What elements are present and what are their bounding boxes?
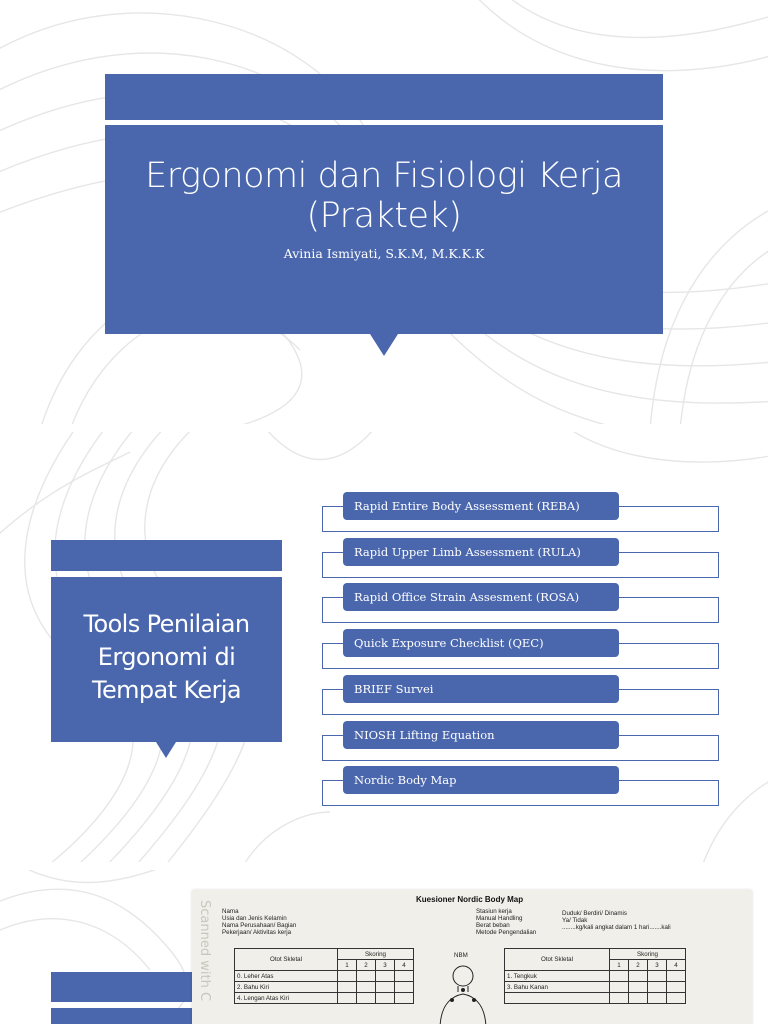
body-part: 4. Lengan Atas Kiri [235,993,338,1004]
questionnaire-heading: Kuesioner Nordic Body Map [416,895,524,904]
tool-item-label: Rapid Office Strain Assesment (ROSA) [343,583,619,611]
tool-item-reba [322,492,719,532]
score-header: 3 [376,960,395,971]
tool-item-label: Quick Exposure Checklist (QEC) [343,629,619,657]
table-row [235,971,414,982]
body-part [505,993,610,1004]
body-part: 0. Leher Atas [235,971,338,982]
title-box-pointer [156,742,176,758]
tool-item-niosh [322,721,719,761]
body-figure-illustration [432,960,494,1024]
title-line-3: Tempat Kerja [91,676,242,704]
tool-item-label: Rapid Upper Limb Assessment (RULA) [343,538,619,566]
slide-title [105,156,663,236]
score-header: 3 [648,960,667,971]
nbm-column-header: NBM [454,952,468,959]
tool-item-label: Nordic Body Map [343,766,619,794]
field-label: Manual Handling [476,915,523,922]
score-header: 1 [610,960,629,971]
tools-slide [0,432,768,862]
title-line-2: (Praktek) [306,196,462,236]
field-value: Duduk/ Berdiri/ Dinamis [562,910,627,917]
header-accent-bar [51,972,211,1002]
section-title [51,608,282,707]
body-part: 2. Bahu Kiri [235,982,338,993]
title-slide [0,0,768,424]
title-box-pointer [370,334,398,356]
title-line-2: Ergonomi di [97,643,236,671]
tool-item-brief [322,675,719,715]
field-label: Nama [222,908,239,915]
field-label: Stasiun kerja [476,908,512,915]
field-value: ........kg/kali angkat dalam 1 hari.......kali [562,924,671,931]
score-header: 2 [357,960,376,971]
body-part: 1. Tengkuk [505,971,610,982]
tool-item-label: BRIEF Survei [343,675,619,703]
col-header: Otot Skletal [235,949,338,971]
header-accent-bar [105,74,663,120]
col-header: Skoring [338,949,414,960]
field-label: Nama Perusahaan/ Bagian [222,922,297,929]
score-header: 4 [667,960,686,971]
title-line-1: Tools Penilaian [83,610,250,638]
table-row [505,993,686,1004]
tool-item-label: NIOSH Lifting Equation [343,721,619,749]
header-accent-bar [51,540,282,571]
table-row [235,982,414,993]
field-value: Ya/ Tidak [562,917,588,924]
nbm-questionnaire-scan [192,890,752,1024]
tool-item-rosa [322,583,719,623]
section-title-box [51,1008,211,1024]
author-subtitle: Avinia Ismiyati, S.K.M, M.K.K.K [283,246,485,261]
tool-item-rula [322,538,719,578]
tool-item-qec [322,629,719,669]
tool-item-label: Rapid Entire Body Assessment (REBA) [343,492,619,520]
col-header: Otot Skletal [505,949,610,971]
field-label: Pekerjaan/ Aktivitas kerja [222,929,292,936]
nbm-left-table [234,948,414,1004]
table-row [505,982,686,993]
table-row [235,993,414,1004]
nbm-right-table [504,948,686,1004]
table-row [505,971,686,982]
score-header: 2 [629,960,648,971]
col-header: Skoring [610,949,686,960]
body-part: 3. Bahu Kanan [505,982,610,993]
field-label: Berat beban [476,922,510,929]
title-line-1: Ergonomi dan Fisiologi Kerja [145,156,623,196]
score-header: 4 [395,960,414,971]
scanner-watermark: Scanned with C [197,900,212,1002]
nbm-slide [0,870,768,1024]
score-header: 1 [338,960,357,971]
field-label: Metode Pengendalian [476,929,537,936]
tool-item-nbm [322,766,719,806]
field-label: Usia dan Jenis Kelamin [222,915,287,922]
